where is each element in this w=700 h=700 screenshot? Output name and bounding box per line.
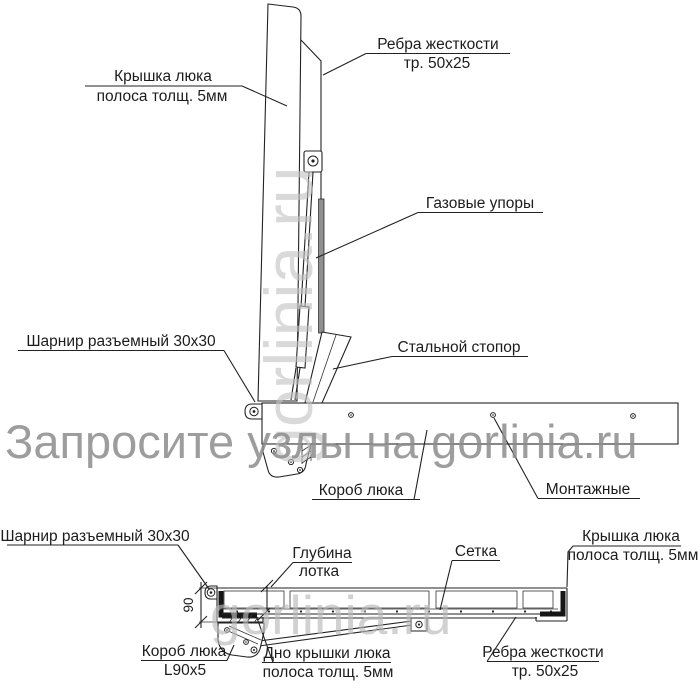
mesh-label: Сетка [454, 543, 498, 560]
gas-struts-label: Газовые упоры [425, 195, 535, 212]
watermark-main: Запросите узлы на gorlinia.ru [5, 415, 638, 468]
tray-depth-line1: Глубина [292, 545, 352, 562]
label-cover-top [85, 68, 287, 106]
leader-line [178, 545, 209, 589]
cover-label-line2: полоса толщ. 5мм [96, 88, 228, 105]
label-gas-struts [316, 195, 543, 258]
label-box-bottom [141, 643, 234, 679]
cover-label-line1: Крышка люка [582, 528, 680, 545]
leader-line [316, 213, 418, 259]
stopper-label: Стальной стопор [397, 339, 521, 356]
dim-90-value: 90 [181, 597, 196, 613]
label-tray-depth [271, 545, 352, 587]
cover-label-line1: Крышка люка [114, 68, 212, 85]
hinge-label: Шарнир разъемный 30х30 [0, 528, 190, 545]
watermark-vertical: gorlinia.ru [251, 166, 327, 465]
ribs-label-line1: Ребра жесткости [377, 36, 499, 53]
label-stopper [333, 339, 528, 369]
ribs-label-line1: Ребра жесткости [482, 644, 604, 661]
leader-line [323, 54, 366, 76]
label-cover-bottom [567, 528, 698, 587]
label-ribs-top [323, 36, 510, 75]
hinge-label: Шарнир разъемный 30х30 [26, 333, 216, 350]
mounting-label: Монтажные [545, 481, 631, 498]
label-hinge-top [18, 333, 255, 402]
label-hinge-bottom [0, 528, 209, 589]
cover-label-line2: полоса толщ. 5мм [567, 547, 699, 564]
cover-flange-right [536, 588, 567, 621]
box-label-line2: L90x5 [163, 662, 207, 679]
bottom-plate-line2: полоса толщ. 5мм [262, 664, 394, 681]
watermark-bottom: gorlinia.ru [210, 584, 452, 646]
bottom-plate-line1: Дно крышки люка [263, 645, 391, 662]
box-label-line1: Короб люка [141, 643, 227, 660]
ribs-label-line2: тр. 50х25 [403, 55, 471, 72]
label-ribs-bottom [482, 617, 603, 680]
ribs-label-line2: тр. 50х25 [511, 663, 579, 680]
tray-depth-line2: лотка [298, 563, 340, 580]
box-label: Короб люка [318, 482, 404, 499]
